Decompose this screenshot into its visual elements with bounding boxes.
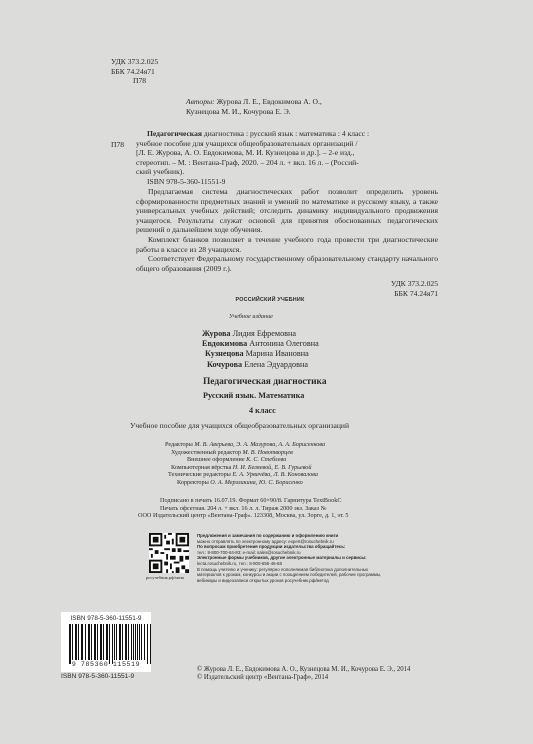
author-item: Евдокимова Антонина Олеговна bbox=[202, 339, 319, 349]
udk-right: УДК 373.2.025 bbox=[390, 279, 438, 288]
book-subtitle: Русский язык. Математика bbox=[203, 391, 305, 400]
author-item: Кочурова Елена Эдуардовна bbox=[207, 359, 309, 369]
copyright-line-1: © Журова Л. Е., Евдокимова А. О., Кузнецова М. И., Кочурова Е. Э., 2014 bbox=[197, 666, 411, 673]
barcode-isbn-top: ISBN 978-5-360-11551-9 bbox=[70, 615, 142, 622]
contact-line: можно отправлять по электронному адресу: expert@rosuchebnik.ru bbox=[197, 538, 334, 544]
credit-line: Компьютерная вёрстка Н. И. Беляевой, Е. В. Гурьевой bbox=[171, 463, 312, 471]
barcode-icon bbox=[69, 624, 151, 662]
classification-block bbox=[111, 57, 158, 86]
print-line-3: ООО Издательский центр «Вентана-Граф». 123308, Москва, ул. Зорге, д. 1, эт. 5 bbox=[138, 512, 349, 520]
bbk-code: ББК 74.24я71 bbox=[111, 66, 155, 76]
author-item: Кузнецова Марина Ивановна bbox=[205, 349, 309, 359]
authors-block bbox=[186, 97, 322, 116]
contact-line: В помощь учителю и ученику: регулярно пополняемая библиотека дополнительных bbox=[197, 566, 369, 572]
biblio-title: Педагогическая bbox=[147, 129, 202, 138]
authors-label: Авторы: bbox=[186, 97, 215, 106]
biblio-line-2: учебное пособие для учащихся общеобразовательных организаций / bbox=[136, 138, 358, 148]
credit-line: Редакторы М. В. Аверьева, Э. А. Мазурова, А. А. Борисенкова bbox=[165, 441, 326, 448]
grade-label: 4 класс bbox=[249, 406, 276, 415]
print-line-2: Печать офсетная. 204 л. + вкл. 16 л. л. Тираж 2000 экз. Заказ № bbox=[160, 504, 327, 512]
print-info bbox=[138, 497, 438, 520]
classification-right bbox=[360, 279, 438, 298]
contact-line: По вопросам приобретения продукции издательства обращайтесь: bbox=[197, 544, 346, 550]
credit-line: Художественный редактор М. В. Новотворцев bbox=[171, 448, 293, 456]
bibliographic-entry bbox=[136, 129, 438, 187]
credits-block bbox=[165, 441, 425, 487]
contact-info bbox=[197, 533, 433, 583]
print-line-1: Подписано в печать 16.07.19. Формат 60×90/8. Гарнитура TextBookC bbox=[160, 497, 342, 504]
udk-code: УДК 373.2.025 bbox=[111, 57, 159, 66]
author-item: Журова Лидия Ефремовна bbox=[202, 329, 297, 338]
biblio-isbn: ISBN 978-5-360-11551-9 bbox=[147, 176, 226, 186]
series-label: РОССИЙСКИЙ УЧЕБНИК bbox=[235, 297, 305, 303]
barcode-digits: 9 785360 115519 bbox=[71, 661, 141, 668]
barcode-isbn-bottom: ISBN 978-5-360-11551-9 bbox=[61, 673, 135, 680]
authors-line-1: Журова Л. Е., Евдокимова А. О., bbox=[216, 97, 322, 106]
purpose-line: Учебное пособие для учащихся общеобразовательных организаций bbox=[130, 421, 350, 430]
edition-type: Учебное издание bbox=[229, 313, 273, 320]
biblio-line-3: [Л. Е. Журова, А. О. Евдокимова, М. И. Кузнецова и др.]. – 2-е изд., bbox=[136, 148, 355, 158]
contact-line: lecta.rosuchebnik.ru, тел.: 8-800-555-46-68 bbox=[197, 560, 282, 566]
contact-line: материалов к урокам, конкурсы и акции с поощрением победителей, рабочие программы, bbox=[197, 572, 382, 578]
credit-line: Технические редакторы Е. А. Урвачёва, Л. В. Коновалова bbox=[168, 471, 318, 479]
annotation-paragraph-2: Комплект бланков позволяет в течение учебного года провести три диагностические работы в классе из 28 учащихся. bbox=[136, 234, 438, 254]
annotation bbox=[136, 187, 438, 273]
author-mark: П78 bbox=[133, 76, 147, 86]
contact-line: тел.: 8-800-700-64-83; e-mail: sales@rosuchebnik.ru bbox=[197, 549, 301, 555]
copyright-block bbox=[197, 666, 410, 683]
contact-line: вебинары и видеозаписи открытых уроков росучебник.рф/метод bbox=[197, 577, 329, 583]
margin-mark: П78 bbox=[111, 140, 125, 149]
biblio-line-5: ский учебник). bbox=[136, 167, 185, 177]
book-title: Педагогическая диагностика bbox=[203, 377, 327, 387]
author-list bbox=[202, 329, 319, 370]
copyright-line-2: © Издательский центр «Вентана-Граф», 2014 bbox=[197, 674, 329, 682]
barcode-block bbox=[61, 612, 151, 672]
annotation-paragraph-3: Соответствует Федеральному государственному образовательному стандарту начального общего образования (2009 г.). bbox=[136, 254, 438, 273]
bbk-right: ББК 74.24я71 bbox=[394, 288, 438, 298]
biblio-line-1: диагностика : русский язык : математика : 4 класс : bbox=[203, 129, 370, 138]
contact-line: Предложения и замечания по содержанию и оформлению книги bbox=[197, 533, 339, 538]
annotation-paragraph-1: Предлагаемая система диагностических работ позволит определить уровень сформированности предметных знаний и умений по математике и русскому языку, а также универсальных учебных действий; отследить динамику индивидуального продвижения учащегося. Результаты служат основой для принятия обоснованных педагогических решений о дальнейшем ходе обучения. bbox=[136, 187, 438, 235]
qr-caption: росучебник.рф/мпэк bbox=[146, 575, 185, 580]
authors-line-2: Кузнецова М. И., Кочурова Е. Э. bbox=[186, 106, 291, 116]
credit-line: Внешнее оформление К. С. Стеблева bbox=[187, 456, 287, 464]
credit-line: Корректоры О. А. Мерзликина, Ю. С. Борисенко bbox=[177, 478, 303, 486]
qr-code-icon bbox=[149, 533, 189, 573]
contact-line: Электронные формы учебников, другие электронные материалы и сервисы: bbox=[197, 555, 367, 561]
biblio-line-4: стереотип. – М. : Вентана-Граф, 2020. – 204 л. + вкл. 16 л. – (Россий- bbox=[136, 157, 359, 167]
